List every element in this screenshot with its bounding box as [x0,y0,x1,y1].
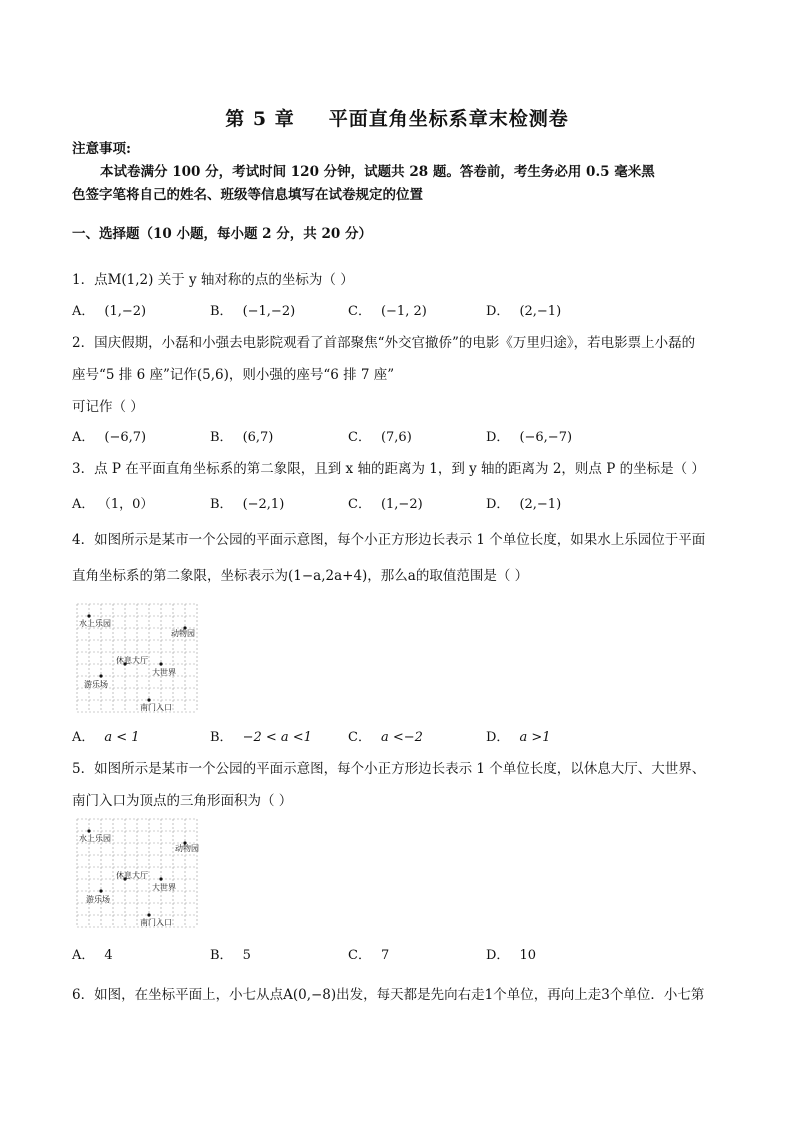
question-3-options [72,493,712,513]
question-4-line-1: 4．如图所示是某市一个公园的平面示意图，每个小正方形边长表示 1 个单位长度，如果水上乐园位于平面 [72,532,706,548]
option-d: D． 10 [486,948,536,963]
question-1-options [72,300,712,320]
chapter-name: 平面直角坐标系章末检测卷 [328,108,569,130]
option-a: A． (1,−2) [72,304,147,319]
question-5-line-1: 5．如图所示是某市一个公园的平面示意图，每个小正方形边长表示 1 个单位长度，以休息大厅、大世界、 [72,761,706,777]
park-map-1-svg [76,603,200,713]
option-b: B． 5 [210,948,251,963]
playground-point [99,674,102,677]
question-2-options [72,426,712,446]
playground-point [99,889,102,892]
zoo-label: 动物园 [171,629,195,638]
option-a: A． （1，0） [72,497,154,512]
south-gate-point [147,698,150,701]
option-a: A． a < 1 [72,730,140,745]
question-2-line-2: 座号“5 排 6 座”记作(5,6)，则小强的座号“6 排 7 座” [72,367,395,383]
rest-hall-label: 休息大厅 [116,656,148,665]
option-c: C． (−1, 2) [348,304,427,319]
south-gate-label: 南门入口 [140,703,172,712]
question-1: 1．点M(1,2) 关于 y 轴对称的点的坐标为（ ） [72,272,354,288]
question-5-options [72,944,712,964]
question-2-line-1: 2．国庆假期，小磊和小强去电影院观看了首部聚焦“外交官撤侨”的电影《万里归途》，若电影票上小磊的 [72,335,696,351]
water-park-point [87,614,90,617]
water-park-label: 水上乐园 [79,619,111,628]
option-c: C． (7,6) [348,430,412,445]
section-heading: 一、选择题（10 小题，每小题 2 分，共 20 分） [72,226,372,242]
question-2-line-3: 可记作（ ） [72,399,144,415]
park-map-2-svg [76,818,200,928]
big-world-point [159,662,162,665]
big-world-label: 大世界 [152,668,176,677]
question-3: 3．点 P 在平面直角坐标系的第二象限，且到 x 轴的距离为 1，到 y 轴的距离为 2，则点 P 的坐标是（ ） [72,461,705,477]
playground-label: 游乐场 [86,895,110,904]
rest-hall-label: 休息大厅 [116,871,148,880]
chapter-number: 第 5 章 [225,108,295,130]
option-d: D． (−6,−7) [486,430,573,445]
park-map-figure-2 [76,818,200,932]
south-gate-label: 南门入口 [140,918,172,927]
big-world-label: 大世界 [152,883,176,892]
option-d: D． (2,−1) [486,304,562,319]
south-gate-point [147,913,150,916]
playground-label: 游乐场 [84,680,108,689]
option-c: C． (1,−2) [348,497,423,512]
notice-line-2: 色签字笔将自己的姓名、班级等信息填写在试卷规定的位置 [72,187,423,203]
question-4-line-2: 直角坐标系的第二象限，坐标表示为(1−a,2a+4)，那么a的取值范围是（ ） [72,568,529,584]
question-4-options [72,726,712,746]
park-map-figure-1 [76,603,200,717]
option-c: C． 7 [348,948,390,963]
option-d: D． a >1 [486,730,551,745]
question-5-line-2: 南门入口为顶点的三角形面积为（ ） [72,793,293,809]
big-world-point [159,877,162,880]
option-a: A． 4 [72,948,113,963]
option-b: B． (−2,1) [210,497,285,512]
option-d: D． (2,−1) [486,497,562,512]
option-b: B． −2 < a <1 [210,730,312,745]
water-park-point [87,829,90,832]
zoo-label: 动物园 [175,844,199,853]
notice-heading: 注意事项: [72,141,131,157]
water-park-label: 水上乐园 [79,834,111,843]
notice-line-1: 本试卷满分 100 分，考试时间 120 分钟，试题共 28 题。答卷前，考生务必用 0.5 毫米黑 [100,164,655,180]
page-title [0,104,794,131]
option-c: C． a <−2 [348,730,423,745]
question-6: 6．如图，在坐标平面上，小七从点A(0,−8)出发，每天都是先向右走1个单位，再向上走3个单位．小七第 [72,987,705,1003]
option-b: B． (−1,−2) [210,304,296,319]
option-b: B． (6,7) [210,430,274,445]
option-a: A． (−6,7) [72,430,147,445]
